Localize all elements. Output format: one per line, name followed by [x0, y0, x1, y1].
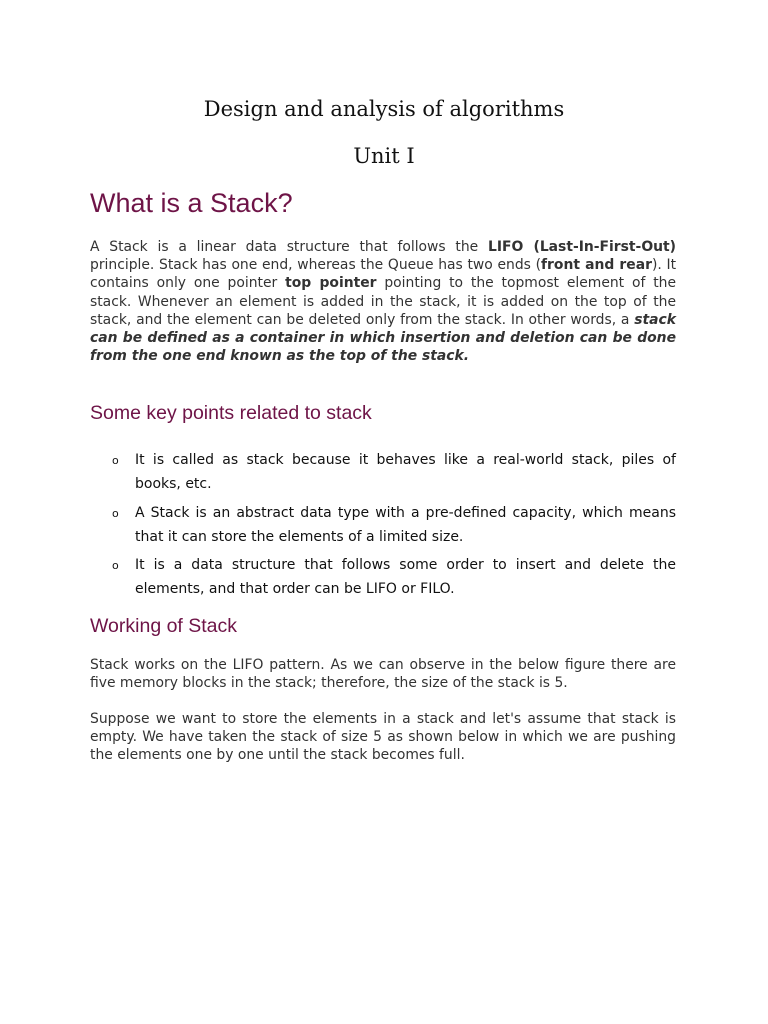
working-paragraph-2: Suppose we want to store the elements in a stack and let's assume that stack is empty. We have taken the stack of size 5 as shown below in which we are pushing the elements one by one until the stack becomes full. — [90, 711, 676, 764]
bold-top-pointer: top pointer — [285, 275, 377, 292]
unit-label: Unit I — [353, 144, 415, 168]
list-item-text: It is called as stack because it behaves like a real-world stack, piles of books, etc. — [135, 452, 676, 492]
text-run: pointing to the topmost element of the stack. Whenever an element is added in the stack, it is added on the top of the stack, and the element can be deleted only from the stack. In other words, a — [90, 275, 676, 328]
list-item — [90, 501, 676, 549]
list-item — [90, 553, 676, 601]
bold-lifo: LIFO (Last-In-First-Out) — [487, 239, 677, 255]
text-run: ). It contains only one pointer — [90, 257, 677, 292]
stack-definition-paragraph — [90, 238, 676, 365]
bold-italic-definition: stack can be defined as a container in which insertion and deletion can be done from the one end known as the top of the stack. — [90, 311, 676, 365]
bullet-circle-icon: o — [112, 454, 119, 467]
text-run: principle. Stack has one end, whereas the Queue has two ends ( — [90, 257, 542, 274]
list-item — [90, 448, 676, 496]
key-points-list — [90, 448, 676, 606]
bold-front-rear: front and rear — [541, 257, 652, 274]
bullet-circle-icon: o — [112, 506, 119, 520]
document-title: Design and analysis of algorithms — [203, 97, 565, 121]
section-heading-working-of-stack: Working of Stack — [90, 615, 238, 637]
working-paragraph-1: Stack works on the LIFO pattern. As we can observe in the below figure there are five memory blocks in the stack; therefore, the size of the stack is 5. — [90, 657, 676, 692]
section-heading-what-is-stack: What is a Stack? — [90, 188, 293, 218]
text-run: A Stack is a linear data structure that follows the — [90, 239, 488, 255]
list-item-text: A Stack is an abstract data type with a pre-defined capacity, which means that it can store the elements of a limited size. — [135, 504, 676, 545]
list-item-text: It is a data structure that follows some order to insert and delete the elements, and that order can be LIFO or FILO. — [135, 557, 676, 597]
bullet-circle-icon: o — [112, 559, 119, 572]
section-heading-key-points: Some key points related to stack — [90, 402, 372, 424]
